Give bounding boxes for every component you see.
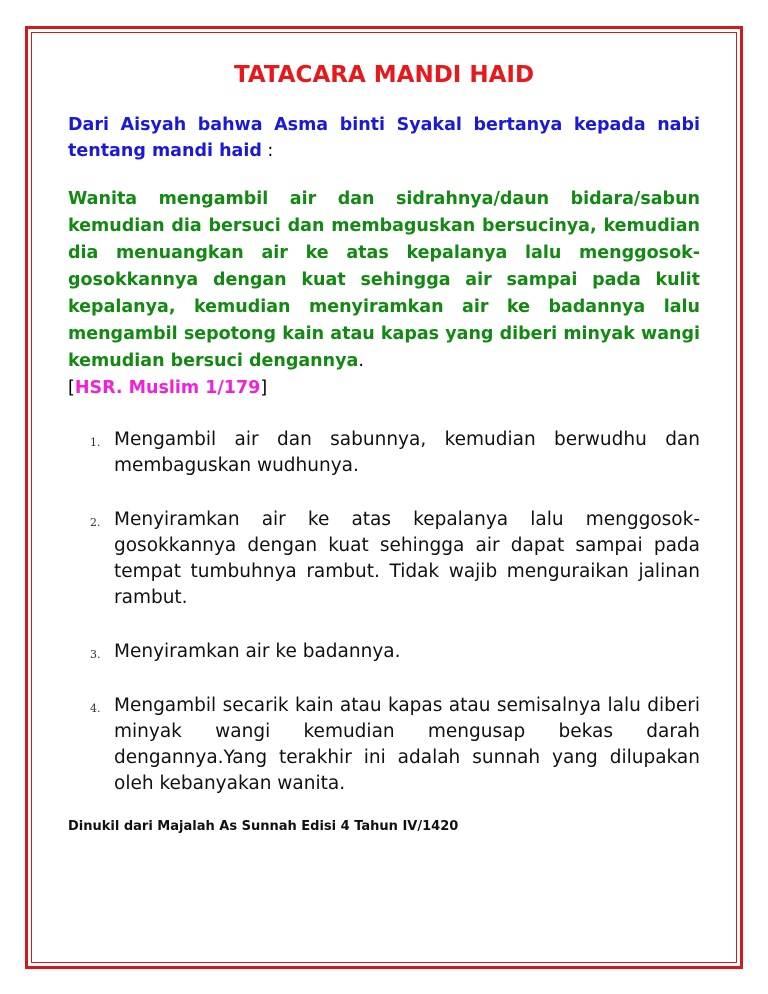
hadith-reference bbox=[68, 375, 700, 401]
list-item-number: 2. bbox=[90, 516, 101, 529]
source-citation: Dinukil dari Majalah As Sunnah Edisi 4 Tahun IV/1420 bbox=[68, 819, 459, 834]
list-item bbox=[68, 639, 700, 665]
steps-list bbox=[68, 427, 700, 797]
intro-paragraph bbox=[68, 112, 700, 164]
page-title: TATACARA MANDI HAID bbox=[233, 62, 535, 88]
reference-close-bracket: ] bbox=[260, 378, 268, 398]
list-item-number: 4. bbox=[90, 702, 101, 715]
list-item-number: 1. bbox=[90, 436, 101, 449]
document-body bbox=[68, 60, 700, 834]
list-item bbox=[68, 693, 700, 797]
list-item-text: Menyiramkan air ke badannya. bbox=[114, 641, 401, 662]
reference-open-bracket: [ bbox=[68, 378, 75, 398]
reference-text: HSR. Muslim 1/179 bbox=[74, 378, 261, 398]
list-item-text: Mengambil air dan sabunnya, kemudian berwudhu dan membaguskan wudhunya. bbox=[114, 429, 700, 476]
list-item bbox=[68, 427, 700, 479]
list-item-text: Mengambil secarik kain atau kapas atau semisalnya lalu diberi minyak wangi kemudian mengusap bekas darah dengannya.Yang terakhir ini adalah sunnah yang dilupakan oleh kebanyakan wanita. bbox=[114, 695, 700, 794]
list-item bbox=[68, 507, 700, 611]
hadith-end-punct: . bbox=[358, 351, 364, 371]
intro-text: Dari Aisyah bahwa Asma binti Syakal bertanya kepada nabi tentang mandi haid bbox=[68, 115, 700, 161]
hadith-paragraph bbox=[68, 186, 700, 375]
list-item-text: Menyiramkan air ke atas kepalanya lalu menggosok-gosokkannya dengan kuat sehingga air dapat sampai pada tempat tumbuhnya rambut. Tidak wajib menguraikan jalinan rambut. bbox=[114, 509, 700, 608]
intro-suffix: : bbox=[261, 141, 274, 161]
list-item-number: 3. bbox=[90, 648, 101, 661]
hadith-text: Wanita mengambil air dan sidrahnya/daun bidara/sabun kemudian dia bersuci dan membaguskan bersucinya, kemudian dia menuangkan air ke atas kepalanya lalu menggosok-gosokkannya dengan kuat sehingga air sampai pada kulit kepalanya, kemudian menyiramkan air ke badannya lalu mengambil sepotong kain atau kapas yang diberi minyak wangi kemudian bersuci dengannya bbox=[68, 189, 700, 371]
